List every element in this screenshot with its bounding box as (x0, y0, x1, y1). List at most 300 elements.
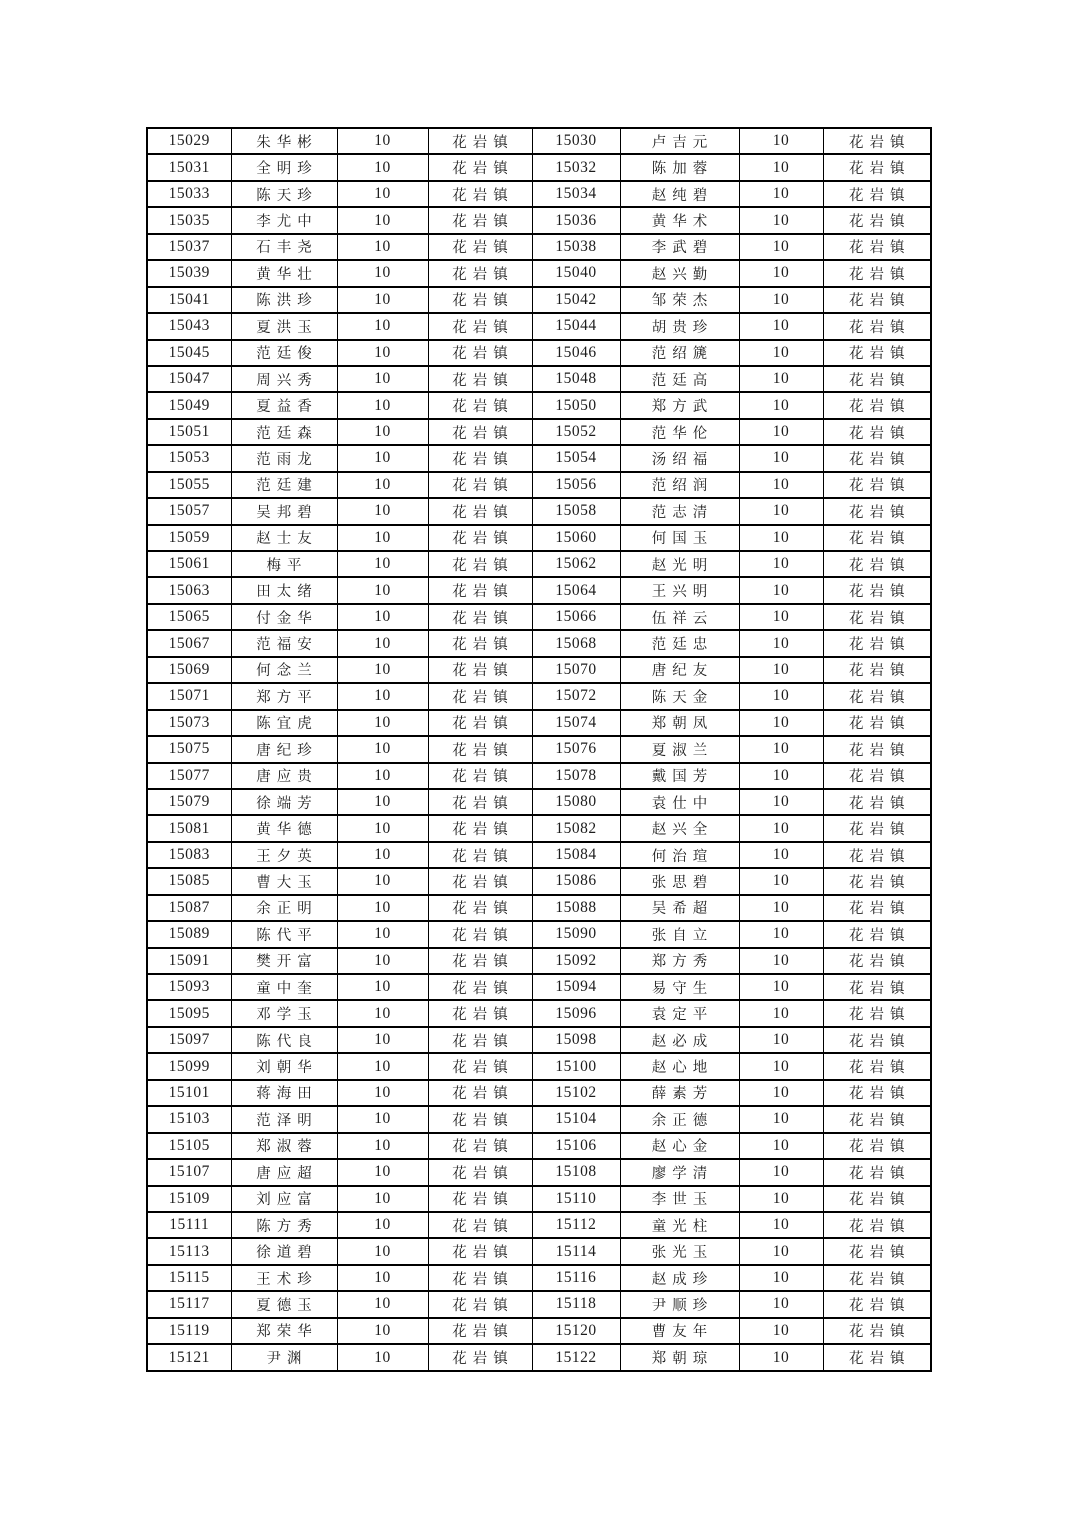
id-cell: 15100 (532, 1053, 620, 1079)
id-cell: 15090 (532, 921, 620, 947)
name-cell: 田太绪 (231, 577, 337, 603)
name-cell: 刘应富 (231, 1186, 337, 1212)
score-cell: 10 (739, 1265, 823, 1291)
score-cell: 10 (739, 392, 823, 418)
score-cell: 10 (337, 736, 428, 762)
score-cell: 10 (337, 1186, 428, 1212)
name-cell: 伍祥云 (620, 604, 739, 630)
id-cell: 15108 (532, 1159, 620, 1185)
town-cell: 花岩镇 (823, 313, 931, 339)
name-cell: 李尤中 (231, 207, 337, 233)
name-cell: 胡贵珍 (620, 313, 739, 339)
id-cell: 15050 (532, 392, 620, 418)
score-cell: 10 (739, 472, 823, 498)
name-cell: 付金华 (231, 604, 337, 630)
name-cell: 范廷忠 (620, 630, 739, 656)
town-cell: 花岩镇 (823, 128, 931, 154)
name-cell: 樊开富 (231, 948, 337, 974)
score-cell: 10 (337, 1027, 428, 1053)
id-cell: 15064 (532, 577, 620, 603)
town-cell: 花岩镇 (428, 1265, 532, 1291)
table-row (147, 683, 931, 709)
town-cell: 花岩镇 (428, 181, 532, 207)
id-cell: 15104 (532, 1106, 620, 1132)
id-cell: 15032 (532, 154, 620, 180)
town-cell: 花岩镇 (428, 1027, 532, 1053)
town-cell: 花岩镇 (428, 287, 532, 313)
name-cell: 袁仕中 (620, 789, 739, 815)
name-cell: 唐应超 (231, 1159, 337, 1185)
name-cell: 范廷俊 (231, 340, 337, 366)
town-cell: 花岩镇 (823, 895, 931, 921)
id-cell: 15062 (532, 551, 620, 577)
town-cell: 花岩镇 (823, 842, 931, 868)
table-row (147, 340, 931, 366)
score-cell: 10 (739, 207, 823, 233)
town-cell: 花岩镇 (428, 948, 532, 974)
score-cell: 10 (739, 498, 823, 524)
name-cell: 李武碧 (620, 234, 739, 260)
score-cell: 10 (337, 366, 428, 392)
id-cell: 15091 (147, 948, 231, 974)
score-cell: 10 (337, 260, 428, 286)
id-cell: 15102 (532, 1080, 620, 1106)
town-cell: 花岩镇 (428, 789, 532, 815)
id-cell: 15045 (147, 340, 231, 366)
score-cell: 10 (739, 1291, 823, 1317)
score-cell: 10 (337, 181, 428, 207)
id-cell: 15079 (147, 789, 231, 815)
name-cell: 何国玉 (620, 525, 739, 551)
score-cell: 10 (337, 287, 428, 313)
score-cell: 10 (739, 260, 823, 286)
id-cell: 15081 (147, 815, 231, 841)
name-cell: 徐端芳 (231, 789, 337, 815)
score-cell: 10 (739, 154, 823, 180)
name-cell: 王兴明 (620, 577, 739, 603)
table-row (147, 1238, 931, 1264)
id-cell: 15111 (147, 1212, 231, 1238)
town-cell: 花岩镇 (428, 815, 532, 841)
table-row (147, 498, 931, 524)
id-cell: 15042 (532, 287, 620, 313)
id-cell: 15039 (147, 260, 231, 286)
town-cell: 花岩镇 (823, 736, 931, 762)
id-cell: 15119 (147, 1318, 231, 1344)
name-cell: 范雨龙 (231, 445, 337, 471)
score-cell: 10 (739, 340, 823, 366)
name-cell: 黄华壮 (231, 260, 337, 286)
id-cell: 15073 (147, 710, 231, 736)
score-cell: 10 (337, 1106, 428, 1132)
table-row (147, 1053, 931, 1079)
name-cell: 尹渊 (231, 1344, 337, 1371)
score-cell: 10 (739, 895, 823, 921)
score-cell: 10 (337, 1265, 428, 1291)
name-cell: 陈代平 (231, 921, 337, 947)
table-row (147, 419, 931, 445)
score-cell: 10 (739, 789, 823, 815)
name-cell: 郑朝琼 (620, 1344, 739, 1371)
id-cell: 15110 (532, 1186, 620, 1212)
town-cell: 花岩镇 (428, 313, 532, 339)
id-cell: 15047 (147, 366, 231, 392)
name-cell: 范华伦 (620, 419, 739, 445)
score-cell: 10 (739, 1080, 823, 1106)
name-cell: 袁定平 (620, 1000, 739, 1026)
town-cell: 花岩镇 (428, 710, 532, 736)
id-cell: 15067 (147, 630, 231, 656)
town-cell: 花岩镇 (823, 1291, 931, 1317)
name-cell: 赵兴勤 (620, 260, 739, 286)
name-cell: 陈天金 (620, 683, 739, 709)
name-cell: 戴国芳 (620, 763, 739, 789)
name-cell: 曹大玉 (231, 868, 337, 894)
name-cell: 张自立 (620, 921, 739, 947)
id-cell: 15037 (147, 234, 231, 260)
score-cell: 10 (337, 1318, 428, 1344)
score-cell: 10 (739, 128, 823, 154)
table-row (147, 313, 931, 339)
table-row (147, 1265, 931, 1291)
score-cell: 10 (337, 630, 428, 656)
table-row (147, 895, 931, 921)
town-cell: 花岩镇 (428, 1212, 532, 1238)
score-cell: 10 (739, 1212, 823, 1238)
id-cell: 15069 (147, 657, 231, 683)
id-cell: 15114 (532, 1238, 620, 1264)
name-cell: 夏德玉 (231, 1291, 337, 1317)
id-cell: 15060 (532, 525, 620, 551)
town-cell: 花岩镇 (823, 260, 931, 286)
town-cell: 花岩镇 (428, 1053, 532, 1079)
score-cell: 10 (739, 1238, 823, 1264)
town-cell: 花岩镇 (823, 181, 931, 207)
table-row (147, 577, 931, 603)
id-cell: 15074 (532, 710, 620, 736)
score-cell: 10 (337, 1212, 428, 1238)
town-cell: 花岩镇 (823, 1265, 931, 1291)
town-cell: 花岩镇 (428, 498, 532, 524)
score-cell: 10 (739, 366, 823, 392)
score-cell: 10 (337, 895, 428, 921)
score-cell: 10 (739, 419, 823, 445)
town-cell: 花岩镇 (823, 498, 931, 524)
id-cell: 15121 (147, 1344, 231, 1371)
table-row (147, 207, 931, 233)
id-cell: 15116 (532, 1265, 620, 1291)
town-cell: 花岩镇 (823, 1053, 931, 1079)
town-cell: 花岩镇 (428, 921, 532, 947)
id-cell: 15058 (532, 498, 620, 524)
town-cell: 花岩镇 (428, 895, 532, 921)
town-cell: 花岩镇 (823, 366, 931, 392)
id-cell: 15085 (147, 868, 231, 894)
name-cell: 郑淑蓉 (231, 1133, 337, 1159)
town-cell: 花岩镇 (823, 1106, 931, 1132)
table-row (147, 1027, 931, 1053)
score-cell: 10 (337, 392, 428, 418)
name-cell: 曹友年 (620, 1318, 739, 1344)
id-cell: 15036 (532, 207, 620, 233)
score-cell: 10 (739, 234, 823, 260)
id-cell: 15063 (147, 577, 231, 603)
town-cell: 花岩镇 (428, 1291, 532, 1317)
score-cell: 10 (337, 657, 428, 683)
name-cell: 唐纪友 (620, 657, 739, 683)
name-cell: 何治瑄 (620, 842, 739, 868)
town-cell: 花岩镇 (428, 392, 532, 418)
name-cell: 赵纯碧 (620, 181, 739, 207)
id-cell: 15088 (532, 895, 620, 921)
name-cell: 赵心金 (620, 1133, 739, 1159)
id-cell: 15084 (532, 842, 620, 868)
name-cell: 夏淑兰 (620, 736, 739, 762)
town-cell: 花岩镇 (428, 868, 532, 894)
name-cell: 范福安 (231, 630, 337, 656)
name-cell: 王术珍 (231, 1265, 337, 1291)
table-row (147, 710, 931, 736)
table-row (147, 1000, 931, 1026)
name-cell: 张光玉 (620, 1238, 739, 1264)
town-cell: 花岩镇 (823, 657, 931, 683)
table-row (147, 789, 931, 815)
table-row (147, 1344, 931, 1371)
score-cell: 10 (337, 445, 428, 471)
score-cell: 10 (337, 1291, 428, 1317)
id-cell: 15083 (147, 842, 231, 868)
name-cell: 汤绍福 (620, 445, 739, 471)
id-cell: 15030 (532, 128, 620, 154)
score-cell: 10 (739, 921, 823, 947)
town-cell: 花岩镇 (428, 1186, 532, 1212)
table-row (147, 551, 931, 577)
name-cell: 李世玉 (620, 1186, 739, 1212)
score-cell: 10 (739, 525, 823, 551)
id-cell: 15120 (532, 1318, 620, 1344)
id-cell: 15056 (532, 472, 620, 498)
town-cell: 花岩镇 (823, 1212, 931, 1238)
score-cell: 10 (337, 498, 428, 524)
score-cell: 10 (739, 657, 823, 683)
table-row (147, 1212, 931, 1238)
table-row (147, 234, 931, 260)
table-row (147, 1291, 931, 1317)
name-cell: 吴希超 (620, 895, 739, 921)
table-row (147, 287, 931, 313)
score-cell: 10 (739, 736, 823, 762)
score-cell: 10 (337, 868, 428, 894)
score-cell: 10 (337, 313, 428, 339)
town-cell: 花岩镇 (823, 1159, 931, 1185)
id-cell: 15112 (532, 1212, 620, 1238)
id-cell: 15034 (532, 181, 620, 207)
table-row (147, 948, 931, 974)
town-cell: 花岩镇 (823, 1318, 931, 1344)
score-cell: 10 (337, 154, 428, 180)
town-cell: 花岩镇 (428, 1000, 532, 1026)
table-row (147, 604, 931, 630)
score-cell: 10 (337, 128, 428, 154)
score-cell: 10 (739, 551, 823, 577)
name-cell: 范泽明 (231, 1106, 337, 1132)
score-cell: 10 (337, 340, 428, 366)
id-cell: 15043 (147, 313, 231, 339)
score-cell: 10 (739, 181, 823, 207)
name-cell: 尹顺珍 (620, 1291, 739, 1317)
score-cell: 10 (337, 207, 428, 233)
id-cell: 15044 (532, 313, 620, 339)
name-cell: 薛素芳 (620, 1080, 739, 1106)
name-cell: 廖学清 (620, 1159, 739, 1185)
name-cell: 赵士友 (231, 525, 337, 551)
town-cell: 花岩镇 (823, 948, 931, 974)
town-cell: 花岩镇 (428, 1344, 532, 1371)
town-cell: 花岩镇 (823, 789, 931, 815)
id-cell: 15046 (532, 340, 620, 366)
score-cell: 10 (739, 445, 823, 471)
score-cell: 10 (337, 683, 428, 709)
name-cell: 周兴秀 (231, 366, 337, 392)
name-cell: 蒋海田 (231, 1080, 337, 1106)
score-cell: 10 (337, 763, 428, 789)
id-cell: 15118 (532, 1291, 620, 1317)
score-cell: 10 (739, 1053, 823, 1079)
table-row (147, 868, 931, 894)
score-cell: 10 (739, 868, 823, 894)
town-cell: 花岩镇 (428, 1318, 532, 1344)
id-cell: 15033 (147, 181, 231, 207)
id-cell: 15057 (147, 498, 231, 524)
town-cell: 花岩镇 (823, 1080, 931, 1106)
score-cell: 10 (337, 1133, 428, 1159)
id-cell: 15052 (532, 419, 620, 445)
town-cell: 花岩镇 (823, 287, 931, 313)
id-cell: 15080 (532, 789, 620, 815)
id-cell: 15035 (147, 207, 231, 233)
table-row (147, 181, 931, 207)
town-cell: 花岩镇 (428, 577, 532, 603)
table-row (147, 525, 931, 551)
id-cell: 15038 (532, 234, 620, 260)
id-cell: 15094 (532, 974, 620, 1000)
name-cell: 郑方武 (620, 392, 739, 418)
score-cell: 10 (337, 1238, 428, 1264)
town-cell: 花岩镇 (823, 340, 931, 366)
id-cell: 15082 (532, 815, 620, 841)
name-cell: 张思碧 (620, 868, 739, 894)
town-cell: 花岩镇 (823, 234, 931, 260)
name-cell: 陈方秀 (231, 1212, 337, 1238)
id-cell: 15077 (147, 763, 231, 789)
name-cell: 邓学玉 (231, 1000, 337, 1026)
name-cell: 童中奎 (231, 974, 337, 1000)
id-cell: 15087 (147, 895, 231, 921)
id-cell: 15029 (147, 128, 231, 154)
score-cell: 10 (739, 1186, 823, 1212)
id-cell: 15075 (147, 736, 231, 762)
id-cell: 15066 (532, 604, 620, 630)
town-cell: 花岩镇 (823, 154, 931, 180)
score-cell: 10 (739, 815, 823, 841)
table-row (147, 1159, 931, 1185)
score-cell: 10 (739, 974, 823, 1000)
score-cell: 10 (337, 1000, 428, 1026)
id-cell: 15095 (147, 1000, 231, 1026)
score-cell: 10 (739, 1106, 823, 1132)
score-cell: 10 (739, 604, 823, 630)
name-cell: 陈宜虎 (231, 710, 337, 736)
town-cell: 花岩镇 (823, 868, 931, 894)
id-cell: 15115 (147, 1265, 231, 1291)
town-cell: 花岩镇 (428, 763, 532, 789)
table-row (147, 1133, 931, 1159)
score-cell: 10 (337, 234, 428, 260)
score-cell: 10 (337, 1344, 428, 1371)
name-cell: 赵必成 (620, 1027, 739, 1053)
town-cell: 花岩镇 (428, 472, 532, 498)
score-cell: 10 (337, 921, 428, 947)
town-cell: 花岩镇 (823, 815, 931, 841)
score-cell: 10 (739, 948, 823, 974)
id-cell: 15109 (147, 1186, 231, 1212)
town-cell: 花岩镇 (428, 1133, 532, 1159)
id-cell: 15096 (532, 1000, 620, 1026)
table-row (147, 1080, 931, 1106)
score-cell: 10 (739, 1159, 823, 1185)
town-cell: 花岩镇 (823, 1133, 931, 1159)
town-cell: 花岩镇 (428, 683, 532, 709)
name-cell: 卢吉元 (620, 128, 739, 154)
roster-table (146, 127, 932, 1372)
town-cell: 花岩镇 (823, 710, 931, 736)
table-row (147, 1106, 931, 1132)
id-cell: 15089 (147, 921, 231, 947)
table-row (147, 921, 931, 947)
name-cell: 陈代良 (231, 1027, 337, 1053)
score-cell: 10 (337, 842, 428, 868)
town-cell: 花岩镇 (428, 736, 532, 762)
score-cell: 10 (739, 683, 823, 709)
name-cell: 范廷高 (620, 366, 739, 392)
score-cell: 10 (337, 604, 428, 630)
name-cell: 范绍润 (620, 472, 739, 498)
town-cell: 花岩镇 (823, 683, 931, 709)
name-cell: 陈天珍 (231, 181, 337, 207)
document-page (146, 127, 930, 1372)
name-cell: 朱华彬 (231, 128, 337, 154)
town-cell: 花岩镇 (823, 763, 931, 789)
town-cell: 花岩镇 (428, 604, 532, 630)
town-cell: 花岩镇 (428, 445, 532, 471)
table-row (147, 154, 931, 180)
score-cell: 10 (739, 630, 823, 656)
score-cell: 10 (739, 1344, 823, 1371)
town-cell: 花岩镇 (823, 445, 931, 471)
id-cell: 15076 (532, 736, 620, 762)
id-cell: 15113 (147, 1238, 231, 1264)
table-row (147, 128, 931, 154)
name-cell: 余正明 (231, 895, 337, 921)
name-cell: 易守生 (620, 974, 739, 1000)
name-cell: 刘朝华 (231, 1053, 337, 1079)
id-cell: 15092 (532, 948, 620, 974)
name-cell: 陈加蓉 (620, 154, 739, 180)
table-row (147, 842, 931, 868)
id-cell: 15071 (147, 683, 231, 709)
id-cell: 15117 (147, 1291, 231, 1317)
score-cell: 10 (337, 974, 428, 1000)
